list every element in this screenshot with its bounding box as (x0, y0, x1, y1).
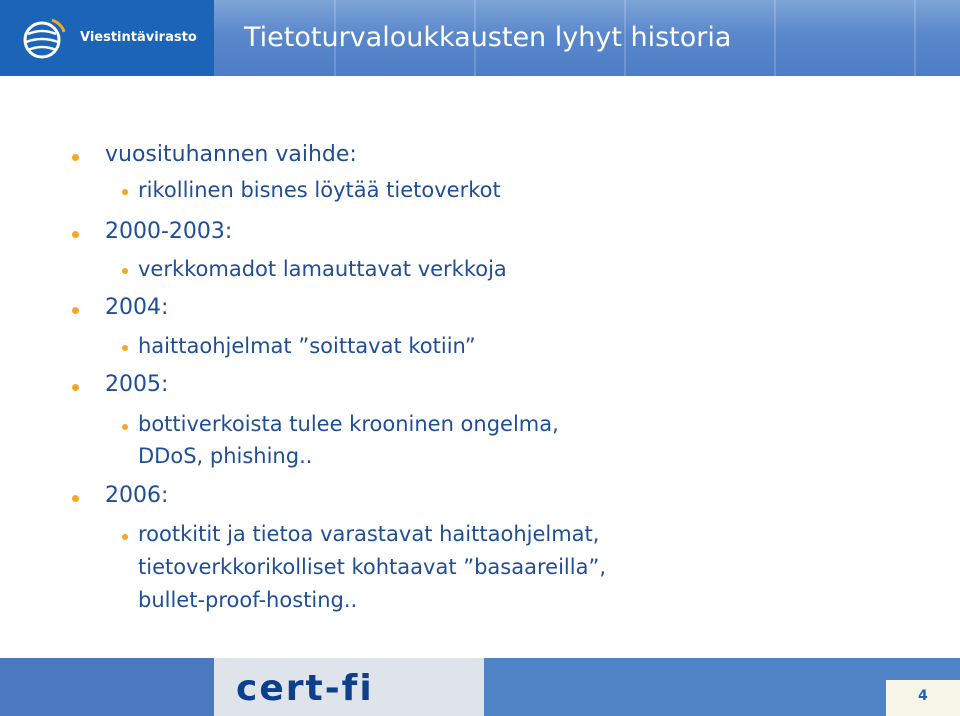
bullet-dot (72, 231, 79, 238)
bullet-item: vuosituhannen vaihde: (105, 142, 357, 167)
sub-bullet-item: haittaohjelmat ”soittavat kotiin” (138, 334, 476, 358)
sub-bullet-dot (122, 268, 128, 274)
bullet-item: 2005: (105, 372, 169, 397)
viestintavirasto-logo (0, 0, 214, 76)
sub-bullet-dot (122, 189, 128, 195)
page-number: 4 (918, 688, 928, 704)
bullet-item: 2004: (105, 295, 169, 320)
bullet-dot (72, 495, 79, 502)
sub-bullet-item: rikollinen bisnes löytää tietoverkot (138, 178, 501, 202)
sub-bullet-item: bullet-proof-hosting.. (138, 588, 358, 612)
slide-title: Tietoturvaloukkausten lyhyt historia (244, 22, 732, 53)
bullet-dot (72, 384, 79, 391)
sub-bullet-item: rootkitit ja tietoa varastavat haittaohjelmat, (138, 522, 600, 546)
sub-bullet-item: bottiverkoista tulee krooninen ongelma, (138, 412, 559, 436)
slide-footer (0, 658, 960, 716)
slide-header (0, 0, 960, 76)
org-name: Viestintävirasto (80, 30, 197, 45)
sub-bullet-item: DDoS, phishing.. (138, 444, 313, 468)
bullet-item: 2000-2003: (105, 219, 233, 244)
bullet-dot (72, 307, 79, 314)
footer-left-band (0, 658, 214, 716)
sub-bullet-item: tietoverkkorikolliset kohtaavat ”basaareilla”, (138, 555, 606, 579)
globe-logo-icon (18, 10, 78, 70)
sub-bullet-dot (122, 424, 128, 430)
cert-fi-logo: cert-fi (236, 668, 374, 709)
sub-bullet-dot (122, 345, 128, 351)
sub-bullet-item: verkkomadot lamauttavat verkkoja (138, 257, 507, 281)
bullet-dot (72, 154, 79, 161)
sub-bullet-dot (122, 534, 128, 540)
bullet-item: 2006: (105, 483, 169, 508)
title-banner (214, 0, 960, 76)
